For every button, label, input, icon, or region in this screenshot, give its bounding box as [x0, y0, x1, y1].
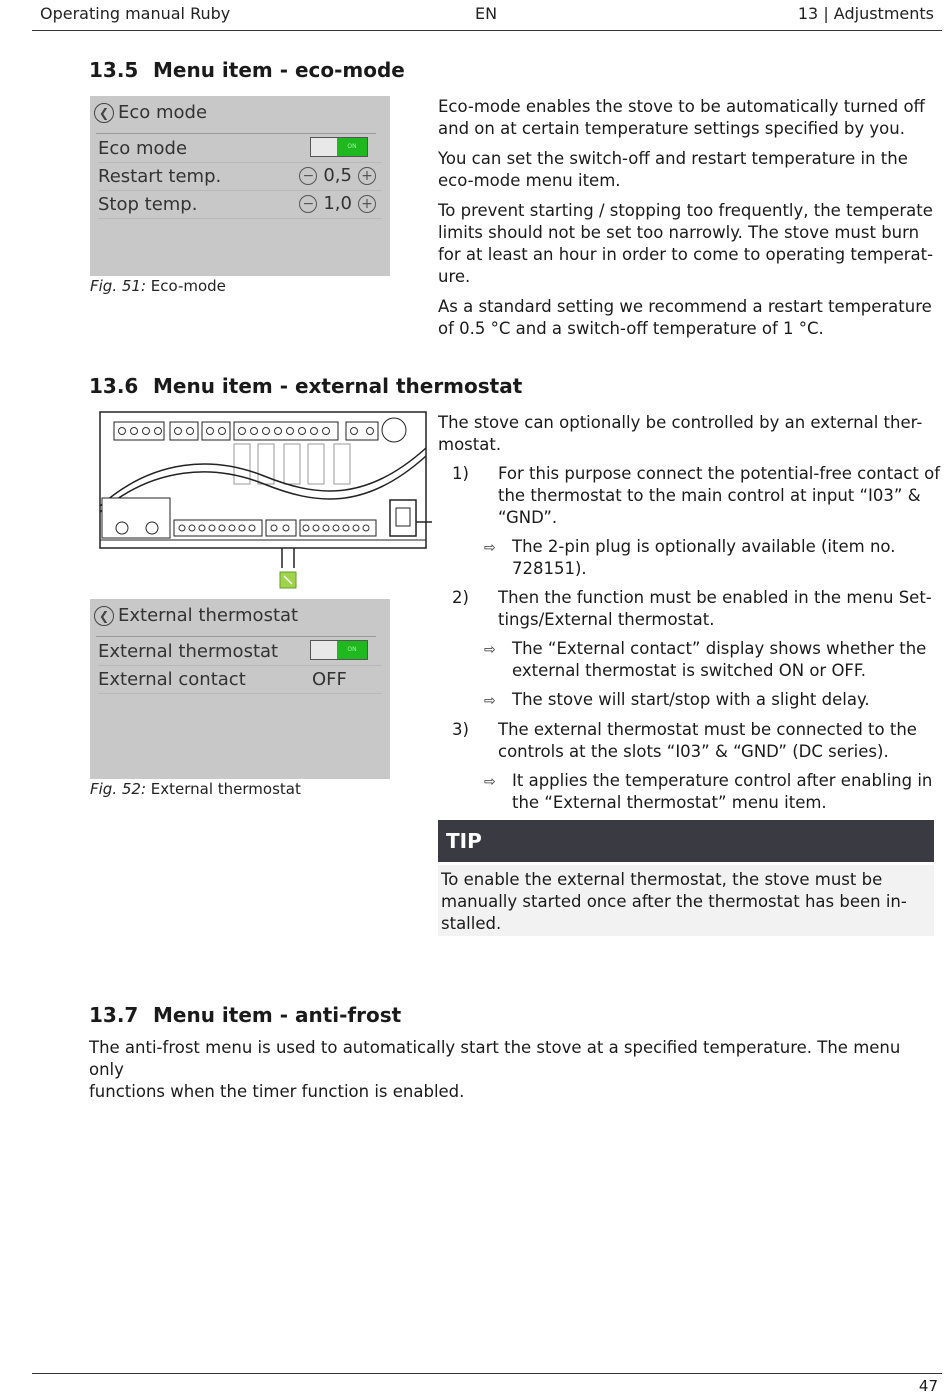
step-line: For this purpose connect the potential-free contact of — [498, 464, 941, 483]
tip-body — [438, 865, 934, 936]
restart-temp-stepper — [299, 165, 376, 186]
header-language: EN — [475, 4, 498, 23]
row-label: Eco mode — [98, 138, 188, 159]
toggle-knob: ON — [337, 641, 367, 659]
step-number: 3) — [452, 720, 469, 739]
title-divider — [96, 636, 376, 637]
screen-title-text: Eco mode — [118, 102, 208, 123]
figure-caption-52 — [90, 780, 301, 798]
step-line: The external thermostat must be connected to the — [498, 720, 917, 739]
row-label: Stop temp. — [98, 194, 198, 215]
title-divider — [96, 133, 376, 134]
screen-title — [94, 102, 207, 123]
step-line: tings/External thermostat. — [498, 610, 715, 629]
minus-icon: − — [299, 167, 317, 185]
result-4 — [512, 770, 932, 814]
tip-line: To enable the external thermostat, the stove must be — [441, 870, 883, 889]
caption-text: External thermostat — [150, 780, 301, 798]
eco-mode-toggle — [310, 137, 368, 157]
paragraph: To prevent starting / stopping too frequently, the temperate limits should not be set too narrowly. The stove must burn for at least an hour in order to come to operating temperat-ure. — [438, 201, 934, 286]
row-label: External thermostat — [98, 641, 279, 662]
row-label: External contact — [98, 669, 246, 690]
screen-title — [94, 605, 298, 626]
result-arrow-icon: ⇨ — [484, 540, 496, 556]
section-heading-ext — [89, 374, 522, 398]
plus-icon: + — [358, 167, 376, 185]
row-external-contact — [98, 667, 382, 694]
section-title: Menu item - external thermostat — [153, 374, 523, 398]
result-arrow-icon: ⇨ — [484, 774, 496, 790]
result-1 — [512, 536, 895, 580]
row-restart-temp — [98, 164, 382, 191]
result-arrow-icon: ⇨ — [484, 642, 496, 658]
paragraph: As a standard setting we recommend a restart temperature of 0.5 °C and a switch-off temperature of 1 °C. — [438, 297, 932, 338]
section-number: 13.6 — [89, 374, 139, 398]
paragraph: You can set the switch-off and restart temperature in the eco-mode menu item. — [438, 149, 908, 190]
text-line: The anti-frost menu is used to automatically start the stove at a specified temperature. The menu only — [89, 1038, 901, 1079]
footer-rule — [32, 1373, 942, 1374]
eco-description — [438, 96, 940, 348]
step-line: “GND”. — [498, 508, 558, 527]
caption-text: Eco-mode — [150, 277, 226, 295]
caption-prefix: Fig. 51: — [90, 277, 146, 295]
stop-temp-stepper — [299, 193, 376, 214]
tip-title: TIP — [438, 820, 934, 862]
text-line: functions when the timer function is enabled. — [89, 1082, 465, 1101]
eco-mode-screen — [90, 96, 390, 276]
result-line: the “External thermostat” menu item. — [512, 793, 827, 812]
page-number: 47 — [918, 1377, 938, 1395]
header-chapter: 13 | Adjustments — [797, 4, 934, 23]
result-line: external thermostat is switched ON or OFF. — [512, 661, 867, 680]
header-doc-title: Operating manual Ruby — [40, 4, 231, 23]
external-thermostat-screen — [90, 599, 390, 779]
stepper-value: 0,5 — [323, 165, 352, 186]
tip-line: stalled. — [441, 914, 502, 933]
row-stop-temp — [98, 192, 382, 219]
back-arrow-icon: ❮ — [94, 103, 114, 123]
result-line: The stove will start/stop with a slight delay. — [512, 690, 870, 709]
paragraph: Eco-mode enables the stove to be automatically turned off and on at certain temperature settings specified by you. — [438, 97, 925, 138]
result-line: The “External contact” display shows whether the — [512, 639, 927, 658]
tip-line: manually started once after the thermostat has been in- — [441, 892, 907, 911]
section-number: 13.7 — [89, 1003, 139, 1027]
section-title: Menu item - eco-mode — [153, 58, 405, 82]
header-rule — [32, 30, 942, 31]
control-board-diagram — [94, 408, 434, 592]
step-number: 2) — [452, 588, 469, 607]
caption-prefix: Fig. 52: — [90, 780, 146, 798]
step-line: Then the function must be enabled in the menu Set- — [498, 588, 932, 607]
result-line: 728151). — [512, 559, 587, 578]
minus-icon: − — [299, 195, 317, 213]
section-title: Menu item - anti-frost — [153, 1003, 402, 1027]
external-contact-value: OFF — [312, 669, 347, 690]
result-line: It applies the temperature control after enabling in — [512, 771, 933, 790]
figure-caption-51 — [90, 277, 226, 295]
step-line: controls at the slots “I03” & “GND” (DC series). — [498, 742, 889, 761]
plus-icon: + — [358, 195, 376, 213]
section-number: 13.5 — [89, 58, 139, 82]
toggle-knob: ON — [337, 138, 367, 156]
stepper-value: 1,0 — [323, 193, 352, 214]
row-eco-mode — [98, 136, 382, 163]
back-arrow-icon: ❮ — [94, 606, 114, 626]
frost-description — [89, 1037, 939, 1103]
result-line: The 2-pin plug is optionally available (item no. — [512, 537, 896, 556]
step-line: the thermostat to the main control at input “I03” & — [498, 486, 921, 505]
row-external-thermostat — [98, 639, 382, 666]
section-heading-frost — [89, 1003, 401, 1027]
external-thermostat-toggle — [310, 640, 368, 660]
ext-intro: The stove can optionally be controlled by an external ther-mostat. — [438, 413, 923, 454]
result-2 — [512, 638, 926, 682]
step-number: 1) — [452, 464, 469, 483]
section-heading-eco — [89, 58, 405, 82]
row-label: Restart temp. — [98, 166, 222, 187]
screen-title-text: External thermostat — [118, 605, 299, 626]
result-3 — [512, 689, 870, 711]
result-arrow-icon: ⇨ — [484, 693, 496, 709]
